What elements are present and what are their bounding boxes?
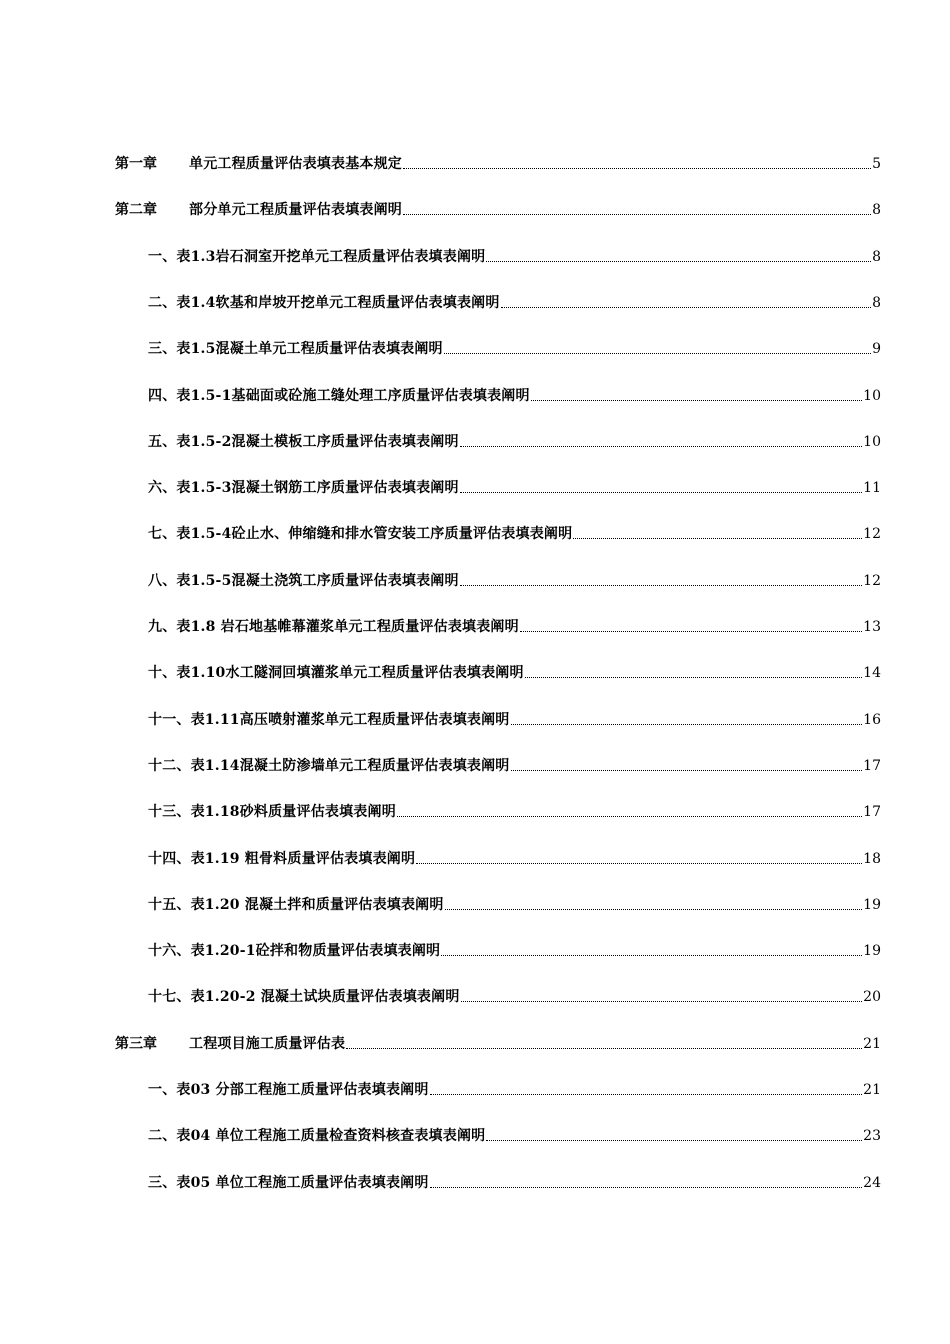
toc-entry-title: 工程项目施工质量评估表 <box>189 1036 346 1052</box>
toc-chapter-number: 第二章 <box>115 202 157 218</box>
toc-entry-title: 十六、表1.20-1砼拌和物质量评估表填表阐明 <box>148 943 441 959</box>
toc-leader-dots <box>430 1093 863 1095</box>
toc-entry[interactable] <box>115 1031 881 1053</box>
toc-entry[interactable] <box>148 984 881 1006</box>
toc-page-number: 10 <box>863 434 881 450</box>
toc-page-number: 17 <box>863 758 881 774</box>
toc-leader-dots <box>461 1000 863 1002</box>
toc-entry-title: 五、表1.5-2混凝土模板工序质量评估表填表阐明 <box>148 434 459 450</box>
toc-entry-title: 部分单元工程质量评估表填表阐明 <box>189 202 402 218</box>
toc-leader-dots <box>403 213 871 215</box>
toc-entry-title: 十五、表1.20 混凝土拌和质量评估表填表阐明 <box>148 897 444 913</box>
toc-page-number: 14 <box>863 665 881 681</box>
toc-leader-dots <box>403 167 871 169</box>
toc-entry[interactable] <box>148 938 881 960</box>
toc-leader-dots <box>430 1186 863 1188</box>
toc-entry[interactable] <box>148 383 881 405</box>
toc-page-number: 8 <box>872 295 881 311</box>
toc-entry[interactable] <box>148 290 881 312</box>
toc-page-number: 20 <box>863 989 881 1005</box>
toc-leader-dots <box>444 352 871 354</box>
toc-entry-title: 三、表1.5混凝土单元工程质量评估表填表阐明 <box>148 341 443 357</box>
toc-entry-title: 二、表04 单位工程施工质量检查资料核查表填表阐明 <box>148 1128 486 1144</box>
toc-leader-dots <box>486 260 871 262</box>
toc-entry-title: 十七、表1.20-2 混凝土试块质量评估表填表阐明 <box>148 989 460 1005</box>
toc-page-number: 24 <box>863 1175 881 1191</box>
toc-entry[interactable] <box>148 429 881 451</box>
toc-leader-dots <box>486 1139 862 1141</box>
toc-entry-title: 七、表1.5-4砼止水、伸缩缝和排水管安装工序质量评估表填表阐明 <box>148 526 573 542</box>
toc-entry[interactable] <box>148 799 881 821</box>
toc-entry[interactable] <box>148 1170 881 1192</box>
toc-page-number: 12 <box>863 526 881 542</box>
toc-entry[interactable] <box>148 244 881 266</box>
toc-entry[interactable] <box>115 151 881 173</box>
toc-chapter-number: 第一章 <box>115 156 157 172</box>
toc-entry[interactable] <box>148 1123 881 1145</box>
toc-page-number: 19 <box>863 943 881 959</box>
toc-leader-dots <box>511 723 863 725</box>
toc-entry-title: 四、表1.5-1基础面或砼施工缝处理工序质量评估表填表阐明 <box>148 388 530 404</box>
toc-entry-title: 单元工程质量评估表填表基本规定 <box>189 156 402 172</box>
toc-entry-title: 一、表1.3岩石洞室开挖单元工程质量评估表填表阐明 <box>148 249 486 265</box>
toc-page-number: 12 <box>863 573 881 589</box>
toc-leader-dots <box>460 491 862 493</box>
toc-page-number: 11 <box>863 480 881 496</box>
toc-entry[interactable] <box>148 892 881 914</box>
toc-chapter-number: 第三章 <box>115 1036 157 1052</box>
toc-page-number: 21 <box>863 1036 881 1052</box>
toc-page-number: 9 <box>872 341 881 357</box>
toc-entry[interactable] <box>115 197 881 219</box>
toc-entry-title: 三、表05 单位工程施工质量评估表填表阐明 <box>148 1175 429 1191</box>
toc-page-number: 13 <box>863 619 881 635</box>
toc-entry-title: 一、表03 分部工程施工质量评估表填表阐明 <box>148 1082 429 1098</box>
toc-leader-dots <box>416 862 862 864</box>
toc-page-number: 23 <box>863 1128 881 1144</box>
toc-leader-dots <box>441 954 862 956</box>
toc-entry[interactable] <box>148 1077 881 1099</box>
toc-page-number: 5 <box>872 156 881 172</box>
toc-entry-title: 六、表1.5-3混凝土钢筋工序质量评估表填表阐明 <box>148 480 459 496</box>
toc-page-number: 17 <box>863 804 881 820</box>
toc-entry[interactable] <box>148 568 881 590</box>
toc-leader-dots <box>573 537 862 539</box>
toc-entry[interactable] <box>148 707 881 729</box>
toc-leader-dots <box>460 584 862 586</box>
toc-page-number: 8 <box>872 249 881 265</box>
toc-leader-dots <box>525 676 862 678</box>
toc-leader-dots <box>445 908 863 910</box>
toc-entry-title: 十一、表1.11高压喷射灌浆单元工程质量评估表填表阐明 <box>148 712 510 728</box>
toc-page-number: 21 <box>863 1082 881 1098</box>
toc-page-number: 18 <box>863 851 881 867</box>
toc-entry[interactable] <box>148 846 881 868</box>
toc-entry[interactable] <box>148 336 881 358</box>
toc-page-number: 10 <box>863 388 881 404</box>
toc-entry-title: 十、表1.10水工隧洞回填灌浆单元工程质量评估表填表阐明 <box>148 665 524 681</box>
toc-leader-dots <box>501 306 872 308</box>
toc-entry[interactable] <box>148 475 881 497</box>
toc-entry[interactable] <box>148 753 881 775</box>
toc-entry-title: 十二、表1.14混凝土防渗墙单元工程质量评估表填表阐明 <box>148 758 510 774</box>
toc-entry-title: 十四、表1.19 粗骨料质量评估表填表阐明 <box>148 851 416 867</box>
toc-entry-title: 八、表1.5-5混凝土浇筑工序质量评估表填表阐明 <box>148 573 459 589</box>
toc-leader-dots <box>346 1047 862 1049</box>
toc-entry-title: 二、表1.4软基和岸坡开挖单元工程质量评估表填表阐明 <box>148 295 500 311</box>
toc-entry-title: 十三、表1.18砂料质量评估表填表阐明 <box>148 804 396 820</box>
toc-page-number: 16 <box>863 712 881 728</box>
toc-entry[interactable] <box>148 660 881 682</box>
toc-page-number: 8 <box>872 202 881 218</box>
toc-leader-dots <box>511 769 863 771</box>
toc-leader-dots <box>397 815 862 817</box>
toc-entry[interactable] <box>148 521 881 543</box>
toc-leader-dots <box>460 445 862 447</box>
toc-leader-dots <box>531 399 862 401</box>
toc-entry-title: 九、表1.8 岩石地基帷幕灌浆单元工程质量评估表填表阐明 <box>148 619 519 635</box>
toc-page-number: 19 <box>863 897 881 913</box>
toc-leader-dots <box>520 630 862 632</box>
toc-entry[interactable] <box>148 614 881 636</box>
